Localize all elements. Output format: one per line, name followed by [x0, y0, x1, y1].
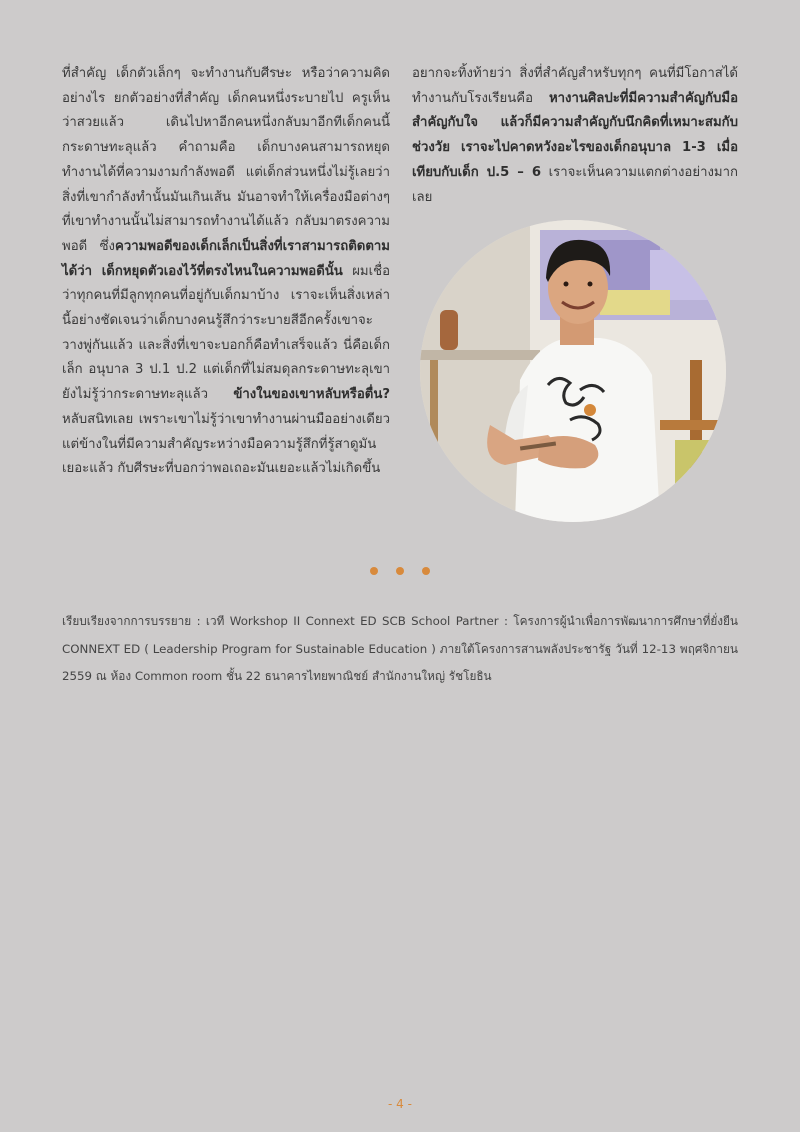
page-number: - 4 -	[388, 1097, 412, 1111]
section-separator-dots	[370, 564, 430, 578]
left-paragraph-part-1: ที่สำคัญ เด็กตัวเล็กๆ จะทำงานกับศีรษะ หรือว่าความคิดอย่างไร ยกตัวอย่างที่สำคัญ เด็กคนหนึ่งระบายไป ครูเห็นว่าสวยแล้ว เดินไปหาอีกคนหนึ่งกลับมาอีกทีเด็กคนนี้กระดาษทะลุแล้ว คำถามคือ เด็กบางคนสามารถหยุดทำงานได้ที่ความงามกำลังพอดี แต่เด็กส่วนหนึ่งไม่รู้เลยว่าสิ่งที่เขากำลังทำนั้นมันเกินเส้น มันอาจทำให้เครื่องมือต่างๆ ที่เขาทำงานนั้นไม่สามารถทำงานได้แล้ว กลับมาตรงความพอดี ซึ่ง	[62, 66, 390, 254]
left-paragraph-part-2: ผมเชื่อว่าทุกคนที่มีลูกทุกคนที่อยู่กับเด็กมาบ้าง เราจะเห็นสิ่งเหล่านี้อย่างชัดเจนว่าเด็กบางคนรู้สึกว่าระบายสีอีกครั้งเขาจะวางพู่กันแล้ว และสิ่งที่เขาจะบอกก็คือทำเสร็จแล้ว นี่คือเด็กเล็ก อนุบาล 3 ป.1 ป.2 แต่เด็กที่ไม่สมดุลกระดาษทะลุเขายังไม่รู้ว่ากระดาษทะลุแล้ว	[62, 263, 390, 403]
left-paragraph-bold-1: ความพอดีของเด็กเล็กเป็นสิ่งที่เราสามารถติดตามได้ว่า เด็กหยุดตัวเองไว้ที่ตรงไหนในความพอดีนั้น	[62, 238, 390, 279]
separator-dot	[370, 567, 378, 575]
left-paragraph-bold-2: ข้างในของเขาหลับหรือตื่น?	[233, 387, 390, 403]
source-note: เรียบเรียงจากการบรรยาย : เวที Workshop II Connext ED SCB School Partner : โครงการผู้นำเพื่อการพัฒนาการศึกษาที่ยั่งยืน CONNEXT ED ( Leadership Program for Sustainable Education ) ภายใต้โครงการสานพลังประชารัฐ วันที่ 12-13 พฤศจิกายน 2559 ณ ห้อง Common room ชั้น 22 ธนาคารไทยพาณิชย์ สำนักงานใหญ่ รัชโยธิน	[62, 614, 738, 683]
speaker-photo-illustration	[420, 220, 726, 522]
separator-dot	[422, 567, 430, 575]
separator-dot	[396, 567, 404, 575]
right-column-text	[412, 62, 738, 210]
right-paragraph-bold: หางานศิลปะที่มีความสำคัญกับมือ สำคัญกับใจ แล้วก็มีความสำคัญกับนึกคิดที่เหมาะสมกับช่วงวัย เราจะไปคาดหวังอะไรของเด็กอนุบาล 1-3 เมื่อเทียบกับเด็ก ป.5 – 6	[412, 90, 738, 180]
right-paragraph-part-1: อยากจะทิ้งท้ายว่า สิ่งที่สำคัญสำหรับทุกๆ คนที่มีโอกาสได้ทำงานกับโรงเรียนคือ	[412, 66, 738, 106]
speaker-photo	[420, 220, 726, 522]
left-paragraph-part-3: หลับสนิทเลย เพราะเขาไม่รู้ว่าเขาทำงานผ่านมืออย่างเดียว แต่ข้างในที่มีความสำคัญระหว่างมือความรู้สึกที่รู้สาดูมันเยอะแล้ว กับศีรษะที่บอกว่าพอเถอะมันเยอะแล้วไม่เกิดขึ้น	[62, 411, 390, 477]
right-paragraph-part-2: เราจะเห็นความแตกต่างอย่างมากเลย	[412, 164, 739, 205]
left-column-text	[62, 62, 390, 482]
